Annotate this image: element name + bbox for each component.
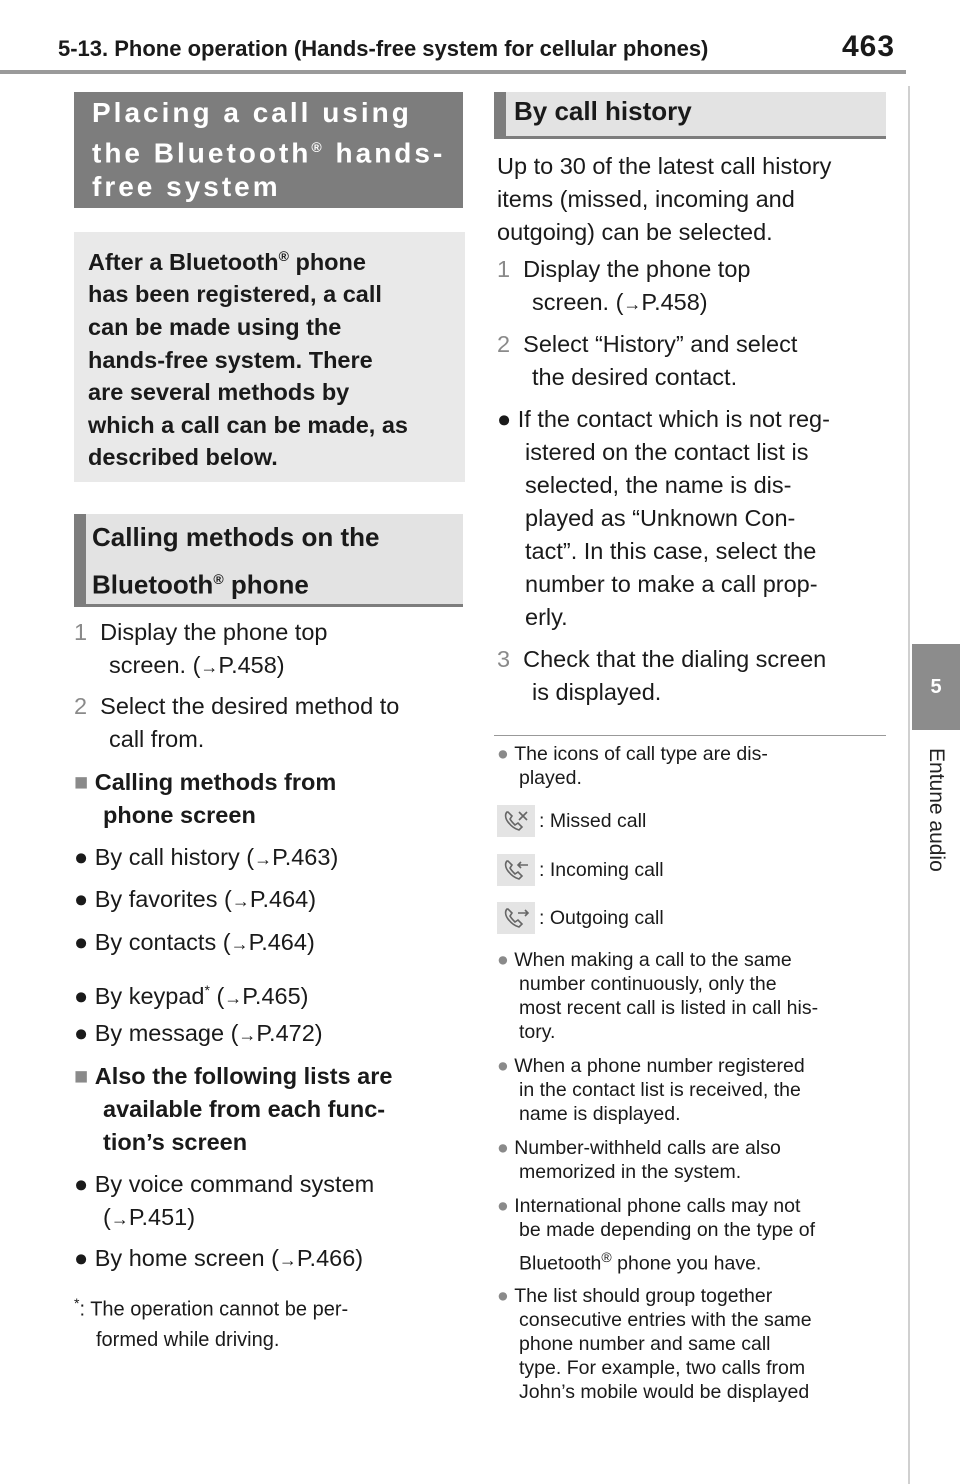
note-icons: ● The icons of call type are dis- played. xyxy=(497,743,768,789)
note-group-entries: ● The list should group together consecutive entries with the same phone number and same call type. For example, two calls from John’s mobile would be displayed xyxy=(497,1285,812,1403)
notes-divider xyxy=(494,735,886,736)
bullet-icon: ● xyxy=(497,1195,509,1217)
reference-arrow-icon: → xyxy=(110,1209,129,1229)
reference-arrow-icon: → xyxy=(224,987,243,1008)
reference-arrow-icon: → xyxy=(230,934,249,954)
list-item-message: ● By message (→P.472) xyxy=(74,1020,323,1046)
bullet-icon: ● xyxy=(74,844,89,870)
legend-missed: : Missed call xyxy=(497,805,646,837)
reference-arrow-icon: → xyxy=(278,1250,297,1270)
bullet-icon: ● xyxy=(74,1245,89,1271)
right-step-2: 2 Select “History” and select the desired contact. xyxy=(497,331,798,390)
legend-incoming: : Incoming call xyxy=(497,854,664,886)
reference-arrow-icon: → xyxy=(254,849,273,869)
bullet-icon: ● xyxy=(497,949,509,971)
list-item-home: ● By home screen (→P.466) xyxy=(74,1245,364,1271)
page-number: 463 xyxy=(842,30,896,63)
legend-outgoing: : Outgoing call xyxy=(497,902,664,934)
note-same-number: ● When making a call to the same number continuously, only the most recent call is listed in call his- tory. xyxy=(497,949,819,1043)
bullet-icon: ● xyxy=(74,1171,89,1197)
list-item-keypad: ● By keypad* (→P.465) xyxy=(74,982,309,1009)
header-rule xyxy=(0,70,906,74)
bullet-icon: ● xyxy=(497,1137,509,1159)
list-item-contacts: ● By contacts (→P.464) xyxy=(74,929,315,955)
right-step-1: 1 Display the phone top screen. (→P.458) xyxy=(497,256,751,315)
incoming-call-icon xyxy=(497,854,535,886)
bullet-icon: ● xyxy=(74,982,89,1009)
phone-screen-heading: ■ Calling methods from phone screen xyxy=(74,769,337,828)
right-step-3: 3 Check that the dialing screen is displayed. xyxy=(497,646,827,705)
reference-arrow-icon: → xyxy=(623,294,642,314)
intro-text: After a Bluetooth® phone has been registered, a call can be made using the hands-free system. There are several methods by which a call can be made, as described below. xyxy=(88,248,409,471)
missed-call-icon xyxy=(497,805,535,837)
calling-methods-bar xyxy=(74,514,86,606)
reference-arrow-icon: → xyxy=(200,657,219,677)
side-rule xyxy=(908,86,910,1484)
bullet-icon: ● xyxy=(74,886,89,912)
main-title: Placing a call using the Bluetooth® hands- free system xyxy=(92,97,446,203)
section-title: 5-13. Phone operation (Hands-free system for cellular phones) xyxy=(58,36,709,61)
note-number-withheld: ● Number-withheld calls are also memorized in the system. xyxy=(497,1137,781,1183)
square-bullet-icon: ■ xyxy=(74,769,89,795)
reference-arrow-icon: → xyxy=(238,1025,257,1045)
note-international: ● International phone calls may not be made depending on the type of Bluetooth® phone you have. xyxy=(497,1195,815,1275)
list-item-history: ● By call history (→P.463) xyxy=(74,844,339,870)
left-step-2: 2 Select the desired method to call from. xyxy=(74,693,400,752)
reference-arrow-icon: → xyxy=(231,891,250,911)
bullet-icon: ● xyxy=(497,1285,509,1307)
square-bullet-icon: ■ xyxy=(74,1063,89,1089)
bullet-icon: ● xyxy=(497,406,512,432)
outgoing-call-icon xyxy=(497,902,535,934)
bullet-icon: ● xyxy=(497,1055,509,1077)
note-registered-number: ● When a phone number registered in the contact list is received, the name is displayed. xyxy=(497,1055,805,1125)
call-history-title: By call history xyxy=(514,96,692,126)
unknown-contact-bullet: ● If the contact which is not reg- istered on the contact list is selected, the name is dis- played as “Unknown Con- tact”. In this case, select the number to make a call prop- erly. xyxy=(497,406,830,630)
bullet-icon: ● xyxy=(74,1020,89,1046)
call-history-bar xyxy=(494,92,506,138)
also-lists-heading: ■ Also the following lists are available from each func- tion’s screen xyxy=(74,1063,393,1155)
left-step-1: 1 Display the phone top screen. (→P.458) xyxy=(74,619,328,678)
footnote: *: The operation cannot be per- formed while driving. xyxy=(74,1295,349,1351)
list-item-favorites: ● By favorites (→P.464) xyxy=(74,886,317,912)
chapter-tab-number: 5 xyxy=(912,644,960,730)
list-item-voice: ● By voice command system (→P.451) xyxy=(74,1171,375,1230)
chapter-tab-label: Entune audio xyxy=(925,748,948,872)
call-history-rule xyxy=(494,136,886,139)
bullet-icon: ● xyxy=(497,743,509,765)
call-history-intro: Up to 30 of the latest call history items (missed, incoming and outgoing) can be selected. xyxy=(497,153,832,245)
calling-methods-title: Calling methods on the Bluetooth® phone xyxy=(92,522,380,600)
bullet-icon: ● xyxy=(74,929,89,955)
